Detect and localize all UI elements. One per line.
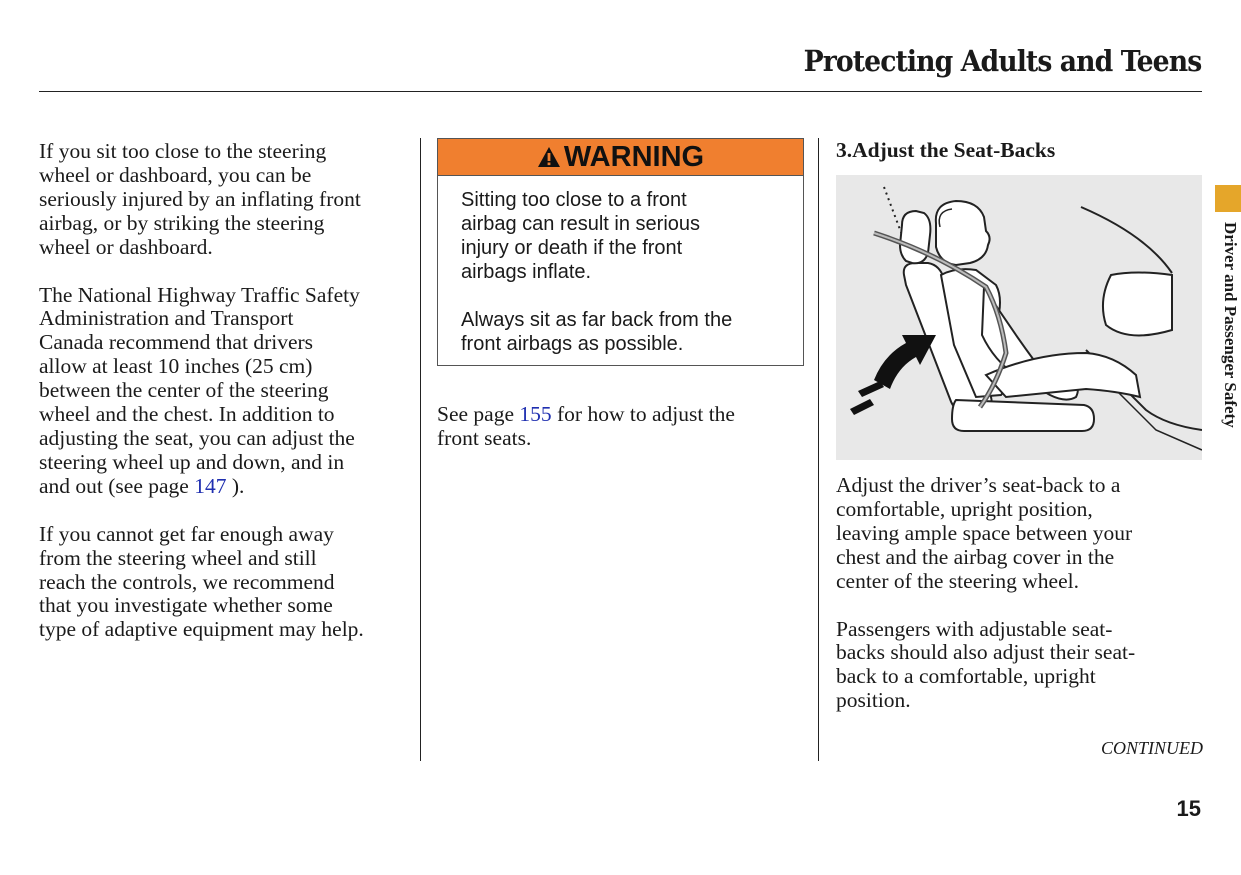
warning-label: WARNING <box>563 140 705 173</box>
section-heading: 3.Adjust the Seat-Backs <box>836 138 1056 162</box>
warning-box <box>437 138 804 366</box>
warning-paragraph-2: Always sit as far back from the front airbags as possible. <box>461 309 733 355</box>
paragraph-airbag-distance: If you sit too close to the steering wheel or dashboard, you can be seriously injured by an inflating front airbag, or by striking the steering wheel or dashboard. <box>39 139 361 259</box>
page-link-155[interactable]: 155 <box>519 402 552 426</box>
see-page-paragraph: See page 155 for how to adjust the front seats. <box>437 402 735 450</box>
seated-driver-image <box>836 175 1202 460</box>
paragraph-driver-seat-back: Adjust the driver’s seat-back to a comfortable, upright position, leaving ample space between your chest and the airbag cover in the center of the steering wheel. <box>836 473 1133 593</box>
page-title: Protecting Adults and Teens <box>803 44 1201 78</box>
column-divider-right <box>818 138 819 761</box>
left-column <box>39 140 414 642</box>
right-column-text <box>836 474 1206 713</box>
warning-paragraph-1: Sitting too close to a front airbag can result in serious injury or death if the front airbags inflate. <box>461 189 701 283</box>
warning-header <box>438 139 803 176</box>
column-divider-left <box>420 138 421 761</box>
seat-back-illustration <box>836 175 1202 460</box>
section-tab-marker <box>1215 185 1241 212</box>
title-divider <box>39 91 1202 92</box>
paragraph-adaptive-equipment: If you cannot get far enough away from the steering wheel and still reach the controls, we recommend that you investigate whether some type of adaptive equipment may help. <box>39 521 364 642</box>
continued-label: CONTINUED <box>1100 738 1203 758</box>
paragraph-passenger-seat-back: Passengers with adjustable seat- backs should also adjust their seat- back to a comfortable, upright position. <box>836 616 1136 713</box>
section-tab-label: Driver and Passenger Safety <box>1221 222 1240 428</box>
warning-triangle-icon <box>537 146 561 168</box>
page-link-147[interactable]: 147 <box>194 473 227 498</box>
warning-body <box>438 176 803 356</box>
paragraph-nhtsa: The National Highway Traffic Safety Administration and Transport Canada recommend that drivers allow at least 10 inches (25 cm) between the center of the steering wheel and the chest. In addition to adjusting the seat, you can adjust the steering wheel up and down, and in and out (see page 147 ). <box>39 282 360 498</box>
page-number: 15 <box>1176 796 1201 821</box>
